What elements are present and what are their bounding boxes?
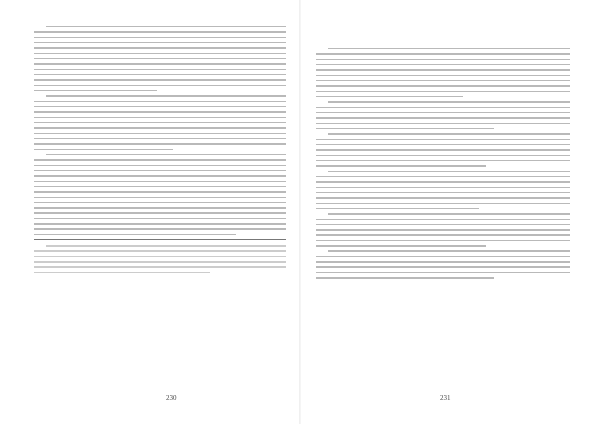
text-line (316, 187, 570, 188)
text-line (34, 90, 157, 91)
text-line (46, 245, 286, 246)
text-line (316, 96, 463, 97)
paragraph (34, 95, 286, 150)
text-line (316, 234, 570, 235)
text-line (34, 197, 286, 198)
text-line (316, 117, 570, 118)
text-line (316, 256, 570, 257)
text-line (34, 127, 286, 128)
funding-note (34, 245, 286, 273)
text-line (34, 261, 286, 262)
text-line (316, 192, 570, 193)
text-line (34, 111, 286, 112)
text-line (34, 186, 286, 187)
text-line (34, 31, 286, 32)
text-line (34, 117, 286, 118)
text-line (34, 58, 286, 59)
text-line (316, 272, 570, 273)
text-line (316, 155, 570, 156)
text-line (46, 95, 286, 96)
text-line (34, 165, 286, 166)
text-line (328, 213, 570, 214)
text-line (316, 144, 570, 145)
text-line (316, 128, 494, 129)
text-line (34, 228, 286, 229)
text-line (316, 139, 570, 140)
text-line (34, 234, 236, 235)
text-line (316, 75, 570, 76)
text-line (328, 250, 570, 251)
text-line (328, 101, 570, 102)
text-line (316, 85, 570, 86)
paragraph (316, 133, 570, 166)
text-line (316, 277, 494, 278)
text-line (316, 176, 570, 177)
text-line (34, 42, 286, 43)
text-line (316, 197, 570, 198)
text-line (34, 85, 286, 86)
text-line (34, 191, 286, 192)
text-line (34, 170, 286, 171)
text-line (34, 250, 286, 251)
text-line (34, 74, 286, 75)
right-page (300, 0, 600, 424)
text-line (34, 53, 286, 54)
text-line (316, 266, 570, 267)
text-line (316, 181, 570, 182)
paragraph (316, 101, 570, 129)
text-line (316, 240, 570, 241)
text-line (316, 91, 570, 92)
page-number-left: 230 (166, 394, 177, 402)
text-line (316, 64, 570, 65)
text-line (46, 154, 286, 155)
text-line (34, 175, 286, 176)
text-line (316, 149, 570, 150)
text-line (316, 112, 570, 113)
text-line (316, 80, 570, 81)
text-line (34, 256, 286, 257)
footnote-rule (34, 239, 286, 240)
text-line (34, 159, 286, 160)
text-line (34, 133, 286, 134)
text-line (34, 63, 286, 64)
paragraph (34, 154, 286, 235)
section-heading (316, 30, 570, 38)
text-line (316, 53, 570, 54)
text-line (34, 202, 286, 203)
text-line (316, 229, 570, 230)
page-number-right: 231 (440, 394, 451, 402)
text-line (34, 212, 286, 213)
paragraph (316, 171, 570, 210)
text-line (316, 203, 570, 204)
text-line (316, 261, 570, 262)
text-line (34, 47, 286, 48)
text-line (34, 181, 286, 182)
paragraph (34, 26, 286, 91)
text-line (316, 165, 486, 166)
text-line (34, 79, 286, 80)
text-line (316, 123, 570, 124)
text-line (46, 26, 286, 27)
text-line (34, 69, 286, 70)
text-line (316, 208, 479, 209)
text-line (34, 149, 173, 150)
text-line (316, 107, 570, 108)
text-line (34, 106, 286, 107)
paragraph (316, 213, 570, 246)
text-line (34, 101, 286, 102)
text-line (316, 160, 570, 161)
text-line (316, 69, 570, 70)
text-line (316, 245, 486, 246)
text-line (34, 37, 286, 38)
text-line (316, 219, 570, 220)
text-line (34, 223, 286, 224)
text-line (34, 218, 286, 219)
text-line (34, 138, 286, 139)
text-line (34, 122, 286, 123)
text-line (316, 224, 570, 225)
text-line (316, 59, 570, 60)
paragraph (316, 48, 570, 97)
text-line (34, 207, 286, 208)
text-line (34, 272, 210, 273)
text-line (328, 48, 570, 49)
text-line (34, 143, 286, 144)
text-line (328, 133, 570, 134)
paragraph (316, 250, 570, 278)
text-line (34, 266, 286, 267)
text-line (328, 171, 570, 172)
